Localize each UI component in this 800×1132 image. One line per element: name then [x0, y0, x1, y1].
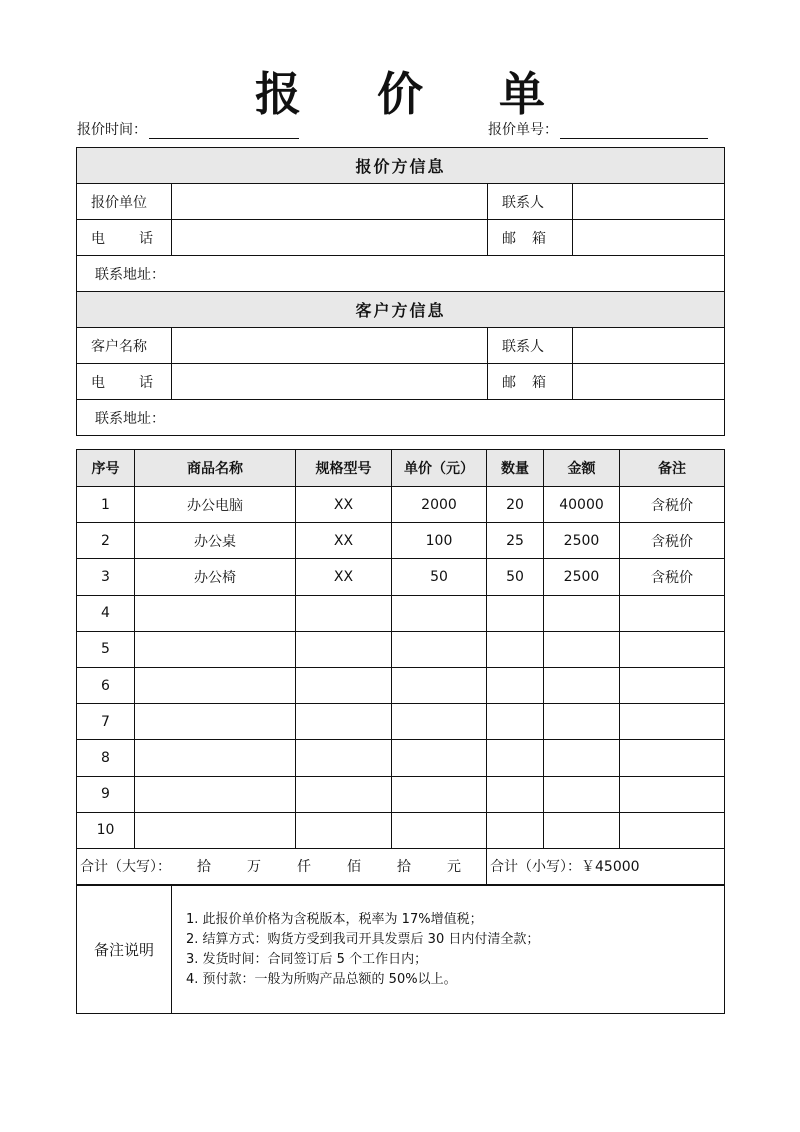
customer-contact-input[interactable]: [573, 328, 725, 364]
customer-contact-label: 联系人: [488, 328, 573, 364]
table-row: [77, 704, 725, 740]
supplier-unit-label: 报价单位: [77, 184, 172, 220]
product-name-cell[interactable]: 办公电脑: [135, 487, 296, 523]
quote-time-field: [77, 119, 299, 139]
remark-cell[interactable]: 含税价: [620, 523, 725, 559]
remark-cell[interactable]: 含税价: [620, 487, 725, 523]
unit-price-cell[interactable]: 2000: [392, 487, 487, 523]
quote-number-input[interactable]: [560, 120, 708, 139]
spec-model-cell[interactable]: [296, 631, 392, 667]
product-name-cell[interactable]: [135, 704, 296, 740]
unit-price-cell[interactable]: [392, 740, 487, 776]
amount-cell[interactable]: [544, 740, 620, 776]
quantity-cell[interactable]: [487, 595, 544, 631]
amount-cell[interactable]: 40000: [544, 487, 620, 523]
customer-name-input[interactable]: [172, 328, 488, 364]
party-info-table: [76, 147, 725, 436]
notes-table: [76, 885, 725, 1014]
row-number-cell: 1: [77, 487, 135, 523]
product-name-cell[interactable]: 办公桌: [135, 523, 296, 559]
table-row: [77, 595, 725, 631]
amount-cell[interactable]: [544, 812, 620, 848]
table-row: [77, 523, 725, 559]
total-upper-unit: 元: [447, 859, 461, 876]
table-row: [77, 631, 725, 667]
supplier-unit-input[interactable]: [172, 184, 488, 220]
remark-cell[interactable]: [620, 740, 725, 776]
quantity-cell[interactable]: [487, 667, 544, 703]
unit-price-cell[interactable]: [392, 595, 487, 631]
product-name-cell[interactable]: [135, 740, 296, 776]
customer-email-label: 邮 箱: [488, 364, 573, 400]
total-upper-cell[interactable]: [77, 848, 487, 884]
table-row: [77, 559, 725, 595]
column-header: 备注: [620, 450, 725, 487]
remark-cell[interactable]: 含税价: [620, 559, 725, 595]
quantity-cell[interactable]: 20: [487, 487, 544, 523]
quantity-cell[interactable]: [487, 812, 544, 848]
column-header: 商品名称: [135, 450, 296, 487]
notes-content: [172, 886, 725, 1014]
spec-model-cell[interactable]: [296, 740, 392, 776]
row-number-cell: 3: [77, 559, 135, 595]
supplier-address-field[interactable]: 联系地址：: [77, 256, 725, 292]
unit-price-cell[interactable]: 50: [392, 559, 487, 595]
quote-time-label: 报价时间：: [77, 122, 147, 138]
table-row: [77, 667, 725, 703]
remark-cell[interactable]: [620, 631, 725, 667]
product-name-cell[interactable]: [135, 667, 296, 703]
total-upper-unit: 仟: [297, 859, 311, 876]
product-name-cell[interactable]: 办公椅: [135, 559, 296, 595]
amount-cell[interactable]: 2500: [544, 523, 620, 559]
quantity-cell[interactable]: [487, 704, 544, 740]
table-row: [77, 487, 725, 523]
product-name-cell[interactable]: [135, 595, 296, 631]
total-upper-label: 合计（大写）：: [80, 859, 171, 876]
total-upper-unit: 万: [247, 859, 261, 876]
quantity-cell[interactable]: 25: [487, 523, 544, 559]
product-name-cell[interactable]: [135, 776, 296, 812]
quantity-cell[interactable]: [487, 631, 544, 667]
row-number-cell: 9: [77, 776, 135, 812]
supplier-contact-input[interactable]: [573, 184, 725, 220]
spec-model-cell[interactable]: XX: [296, 559, 392, 595]
supplier-section-title: 报价方信息: [77, 148, 725, 184]
spec-model-cell[interactable]: [296, 776, 392, 812]
total-upper-unit: 拾: [397, 859, 411, 876]
customer-email-input[interactable]: [573, 364, 725, 400]
unit-price-cell[interactable]: [392, 667, 487, 703]
note-item: 3. 发货时间：合同签订后 5 个工作日内；: [186, 951, 428, 967]
column-header: 序号: [77, 450, 135, 487]
row-number-cell: 2: [77, 523, 135, 559]
total-lower-cell[interactable]: 合计（小写）：￥45000: [487, 848, 725, 884]
column-header: 数量: [487, 450, 544, 487]
row-number-cell: 5: [77, 631, 135, 667]
unit-price-cell[interactable]: [392, 631, 487, 667]
product-name-cell[interactable]: [135, 631, 296, 667]
customer-section-title: 客户方信息: [77, 292, 725, 328]
notes-label: 备注说明: [77, 886, 172, 1014]
remark-cell[interactable]: [620, 812, 725, 848]
supplier-phone-label: 电 话: [77, 220, 172, 256]
spec-model-cell[interactable]: [296, 812, 392, 848]
quantity-cell[interactable]: [487, 776, 544, 812]
customer-name-label: 客户名称: [77, 328, 172, 364]
row-number-cell: 7: [77, 704, 135, 740]
total-upper-unit: 佰: [347, 859, 361, 876]
customer-phone-input[interactable]: [172, 364, 488, 400]
unit-price-cell[interactable]: [392, 704, 487, 740]
spec-model-cell[interactable]: XX: [296, 523, 392, 559]
customer-phone-label: 电 话: [77, 364, 172, 400]
page-title: 报 价 单: [254, 67, 576, 121]
note-item: 4. 预付款：一般为所购产品总额的 50%以上。: [186, 971, 457, 987]
amount-cell[interactable]: [544, 595, 620, 631]
spec-model-cell[interactable]: [296, 595, 392, 631]
spec-model-cell[interactable]: XX: [296, 487, 392, 523]
quote-time-input[interactable]: [149, 120, 299, 139]
total-upper-unit: 拾: [197, 859, 211, 876]
goods-header-row: [77, 450, 725, 487]
amount-cell[interactable]: [544, 631, 620, 667]
column-header: 规格型号: [296, 450, 392, 487]
table-row: [77, 740, 725, 776]
table-row: [77, 776, 725, 812]
supplier-phone-input[interactable]: [172, 220, 488, 256]
supplier-contact-label: 联系人: [488, 184, 573, 220]
column-header: 金额: [544, 450, 620, 487]
spec-model-cell[interactable]: [296, 704, 392, 740]
unit-price-cell[interactable]: [392, 812, 487, 848]
quote-number-label: 报价单号：: [488, 122, 558, 138]
quantity-cell[interactable]: [487, 740, 544, 776]
quantity-cell[interactable]: 50: [487, 559, 544, 595]
quote-number-field: [488, 119, 708, 139]
row-number-cell: 4: [77, 595, 135, 631]
remark-cell[interactable]: [620, 704, 725, 740]
row-number-cell: 6: [77, 667, 135, 703]
row-number-cell: 10: [77, 812, 135, 848]
amount-cell[interactable]: [544, 776, 620, 812]
amount-cell[interactable]: 2500: [544, 559, 620, 595]
note-item: 2. 结算方式：购货方受到我司开具发票后 30 日内付清全款；: [186, 931, 540, 947]
total-row: [77, 848, 725, 884]
supplier-email-label: 邮 箱: [488, 220, 573, 256]
unit-price-cell[interactable]: [392, 776, 487, 812]
column-header: 单价（元）: [392, 450, 487, 487]
customer-address-field[interactable]: 联系地址：: [77, 400, 725, 436]
spec-model-cell[interactable]: [296, 667, 392, 703]
remark-cell[interactable]: [620, 776, 725, 812]
amount-cell[interactable]: [544, 704, 620, 740]
total-upper-units: [171, 859, 487, 875]
table-row: [77, 812, 725, 848]
unit-price-cell[interactable]: 100: [392, 523, 487, 559]
remark-cell[interactable]: [620, 667, 725, 703]
supplier-email-input[interactable]: [573, 220, 725, 256]
row-number-cell: 8: [77, 740, 135, 776]
amount-cell[interactable]: [544, 667, 620, 703]
remark-cell[interactable]: [620, 595, 725, 631]
note-item: 1. 此报价单价格为含税版本，税率为 17%增值税；: [186, 911, 483, 927]
product-name-cell[interactable]: [135, 812, 296, 848]
goods-table: [76, 449, 725, 885]
